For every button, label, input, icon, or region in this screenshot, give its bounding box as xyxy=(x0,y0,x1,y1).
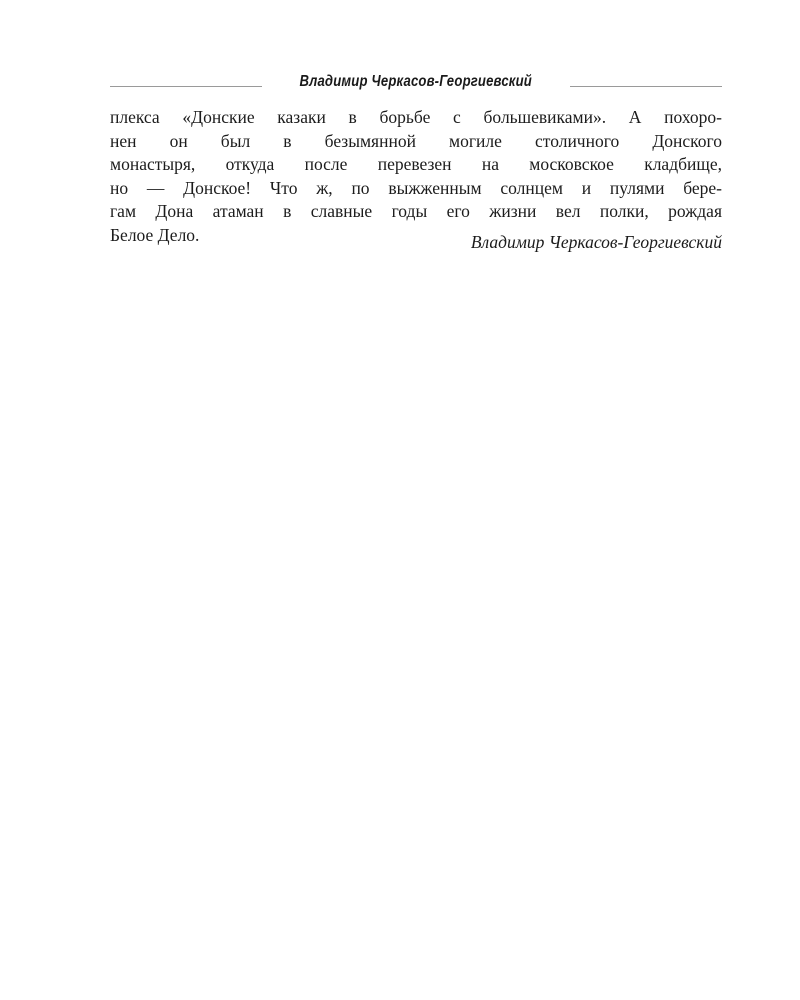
paragraph-line: гам Дона атаман в славные годы его жизни вел полки, рождая xyxy=(110,201,722,221)
body-paragraph xyxy=(110,106,722,247)
paragraph-line: Белое Дело. xyxy=(110,224,200,245)
author-signature: Владимир Черкасов-Георгиевский xyxy=(470,232,722,252)
paragraph-line: но — Донское! Что ж, по выжженным солнцем и пулями бере- xyxy=(110,177,722,198)
running-header xyxy=(110,70,722,94)
header-author-title: Владимир Черкасов-Георгиевский xyxy=(299,73,533,90)
header-rule-right xyxy=(570,86,722,87)
header-rule-left xyxy=(110,86,262,87)
paragraph-line: монастыря, откуда после перевезен на московское кладбище, xyxy=(110,154,722,174)
paragraph-line: нен он был в безымянной могиле столичного Донского xyxy=(110,130,722,151)
paragraph-line: плекса «Донские казаки в борьбе с большевиками». А похоро- xyxy=(110,107,722,127)
